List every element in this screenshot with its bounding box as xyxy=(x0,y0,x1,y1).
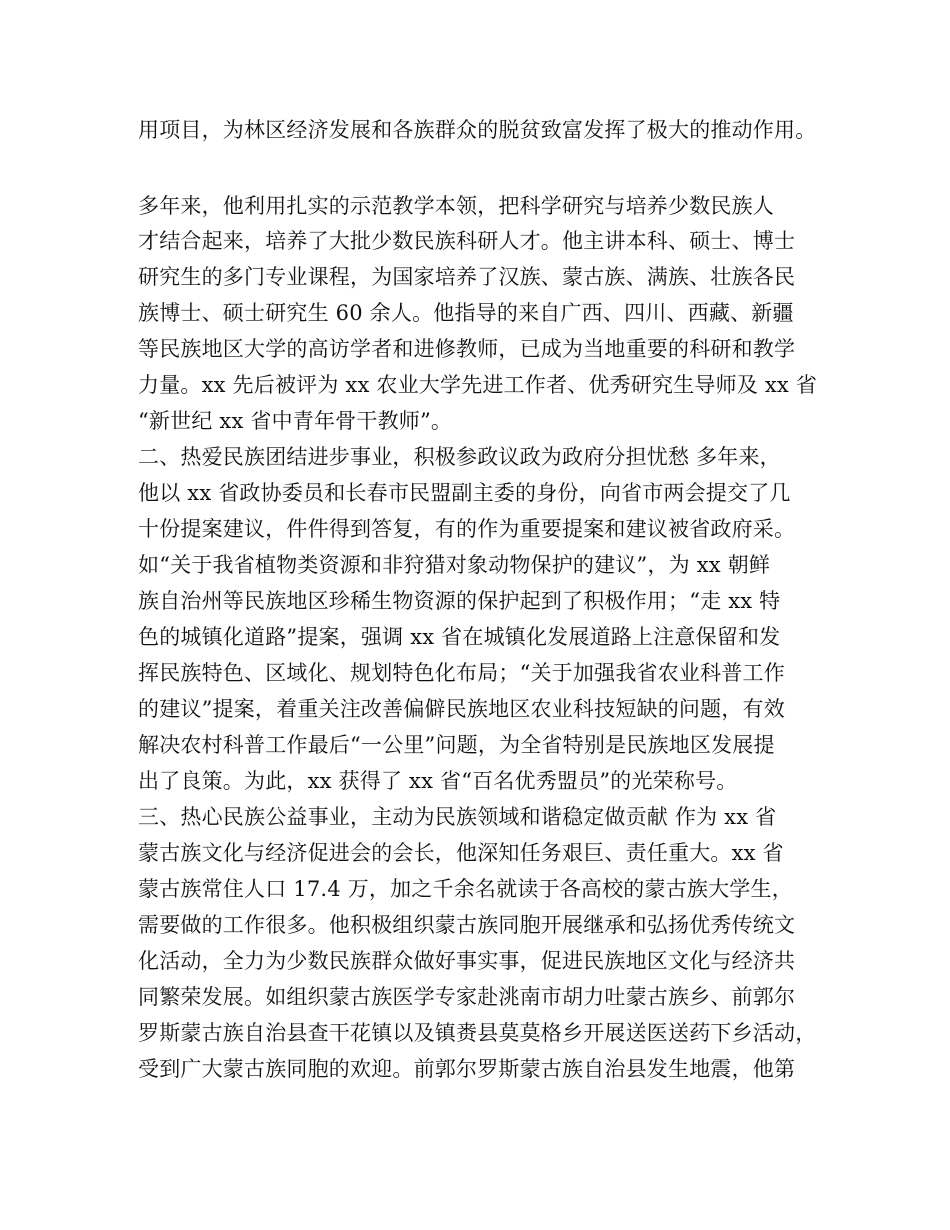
text-line: 需要做的工作很多。他积极组织蒙古族同胞开展继承和弘扬优秀传统文 xyxy=(138,913,796,937)
text-line: 挥民族特色、区域化、规划特色化布局；“关于加强我省农业科普工作 xyxy=(138,661,785,685)
text-line: 力量。xx 先后被评为 xx 农业大学先进工作者、优秀研究生导师及 xx 省 xyxy=(138,373,818,397)
text-line: 多年来，他利用扎实的示范教学本领，把科学研究与培养少数民族人 xyxy=(138,194,774,218)
text-line: 化活动，全力为少数民族群众做好事实事，促进民族地区文化与经济共 xyxy=(138,949,796,973)
text-line: 出了良策。为此，xx 获得了 xx 省“百名优秀盟员”的光荣称号。 xyxy=(138,769,738,793)
text-line: 才结合起来，培养了大批少数民族科研人才。他主讲本科、硕士、博士 xyxy=(138,229,796,253)
text-line: 研究生的多门专业课程，为国家培养了汉族、蒙古族、满族、壮族各民 xyxy=(138,265,796,289)
text-line: 受到广大蒙古族同胞的欢迎。前郭尔罗斯蒙古族自治县发生地震，他第 xyxy=(138,1057,796,1081)
text-line: 色的城镇化道路”提案，强调 xx 省在城镇化发展道路上注意保留和发 xyxy=(138,625,781,649)
section-heading-line: 三、热心民族公益事业，主动为民族领域和谐稳定做贡献 作为 xx 省 xyxy=(138,805,777,829)
text-line: 的建议”提案，着重关注改善偏僻民族地区农业科技短缺的问题，有效 xyxy=(138,697,785,721)
text-line: 他以 xx 省政协委员和长春市民盟副主委的身份，向省市两会提交了几 xyxy=(138,481,791,505)
text-line: “新世纪 xx 省中青年骨干教师”。 xyxy=(138,409,453,433)
section-heading-line: 二、热爱民族团结进步事业，积极参政议政为政府分担忧愁 多年来， xyxy=(138,445,781,469)
text-line: 等民族地区大学的高访学者和进修教师，已成为当地重要的科研和教学 xyxy=(138,337,796,361)
text-line: 蒙古族文化与经济促进会的会长，他深知任务艰巨、责任重大。xx 省 xyxy=(138,841,784,865)
text-line: 蒙古族常住人口 17.4 万，加之千余名就读于各高校的蒙古族大学生， xyxy=(138,877,793,901)
text-line: 同繁荣发展。如组织蒙古族医学专家赴洮南市胡力吐蒙古族乡、前郭尔 xyxy=(138,985,796,1009)
text-line: 解决农村科普工作最后“一公里”问题，为全省特别是民族地区发展提 xyxy=(138,733,775,757)
text-line: 用项目，为林区经济发展和各族群众的脱贫致富发挥了极大的推动作用。 xyxy=(138,118,817,142)
text-line: 罗斯蒙古族自治县查干花镇以及镇赉县莫莫格乡开展送医送药下乡活动， xyxy=(138,1021,817,1045)
text-line: 如“关于我省植物类资源和非狩猎对象动物保护的建议”，为 xx 朝鲜 xyxy=(138,553,771,577)
text-line: 族博士、硕士研究生 60 余人。他指导的来自广西、四川、西藏、新疆 xyxy=(138,301,794,325)
text-line: 族自治州等民族地区珍稀生物资源的保护起到了积极作用；“走 xx 特 xyxy=(138,589,781,613)
text-line: 十份提案建议，件件得到答复，有的作为重要提案和建议被省政府采。 xyxy=(138,517,796,541)
